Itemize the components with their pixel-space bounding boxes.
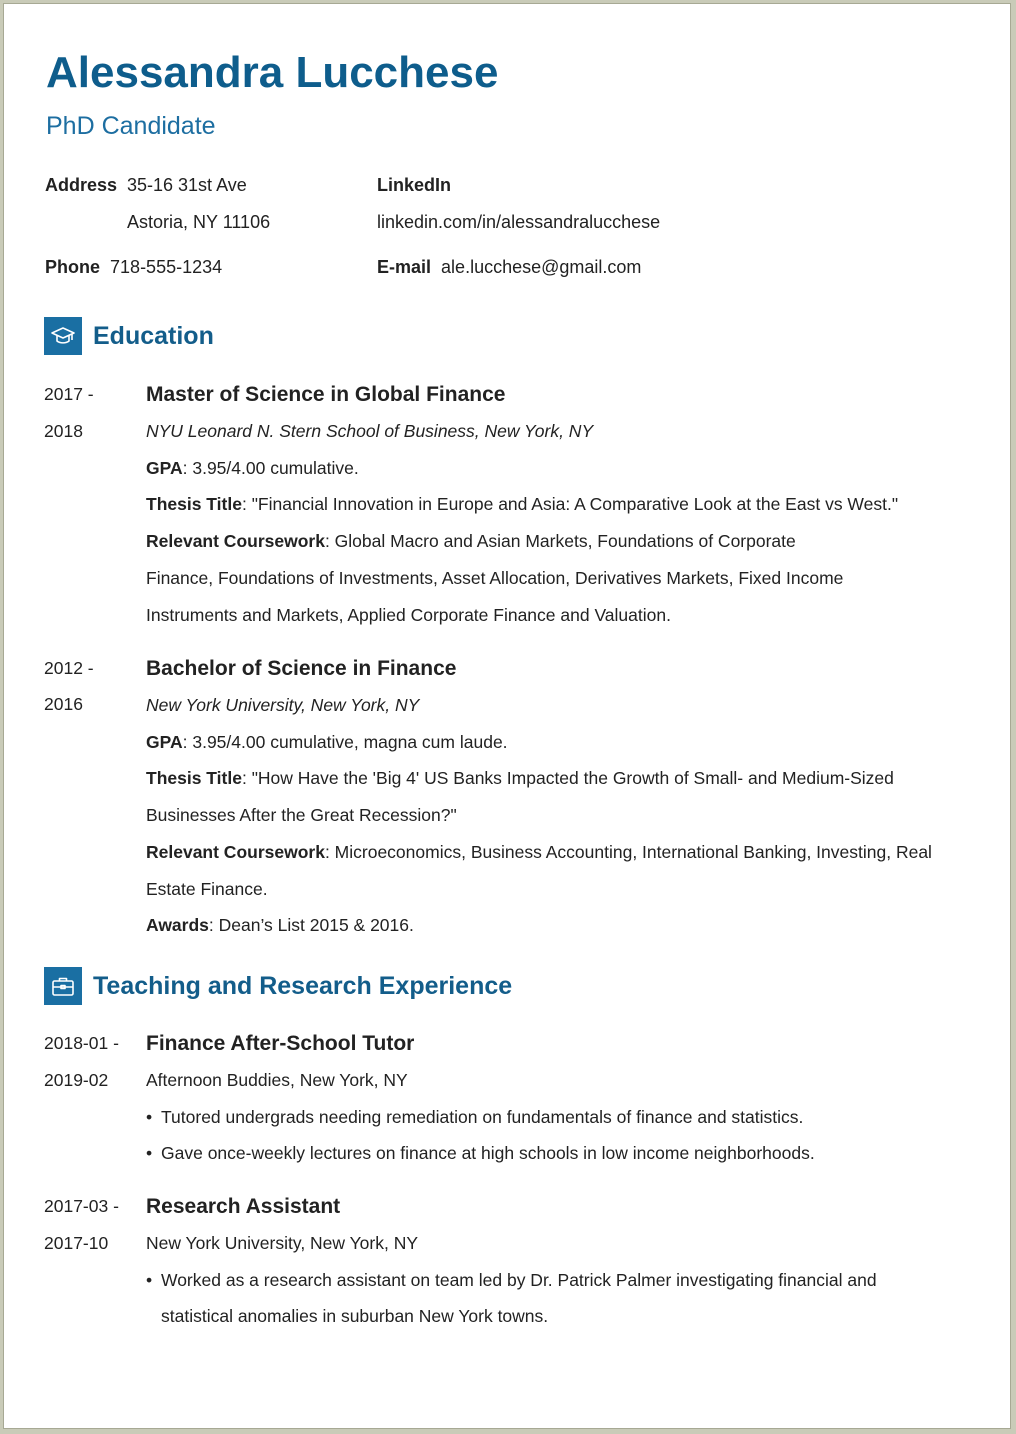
email-label: E-mail <box>377 257 432 277</box>
edu-2-date-end: 2016 <box>44 694 83 714</box>
thesis-label: Thesis Title <box>146 494 242 515</box>
email-link[interactable]: ale.lucchese@gmail.com <box>441 257 642 277</box>
exp-1-org: Afternoon Buddies, New York, NY <box>146 1070 408 1090</box>
edu-1-gpa <box>146 450 986 487</box>
coursework-line-1: : Global Macro and Asian Markets, Foundations of Corporate <box>324 531 796 552</box>
coursework-label: Relevant Coursework <box>146 531 325 552</box>
linkedin-label-row <box>377 174 451 196</box>
edu-1-degree: Master of Science in Global Finance <box>146 383 506 406</box>
linkedin-link[interactable]: linkedin.com/in/alessandralucchese <box>377 212 661 232</box>
thesis-value: : "Financial Innovation in Europe and Asia: A Comparative Look at the East vs West." <box>241 494 899 515</box>
graduation-cap-icon <box>44 317 82 355</box>
exp-2-date-end: 2017-10 <box>44 1233 109 1253</box>
edu-1-coursework <box>146 523 986 560</box>
edu-1-coursework-line-2: Finance, Foundations of Investments, Asset Allocation, Derivatives Markets, Fixed Income <box>146 567 844 588</box>
edu-1-thesis <box>146 486 986 523</box>
edu-1-date-end: 2018 <box>44 421 83 441</box>
candidate-title: PhD Candidate <box>46 112 216 140</box>
awards-label: Awards <box>146 915 209 936</box>
edu-2-thesis <box>146 760 986 797</box>
address-label: Address <box>45 175 118 195</box>
briefcase-icon <box>44 967 82 1005</box>
awards-value: : Dean’s List 2015 & 2016. <box>208 915 414 936</box>
bullet-dot: • <box>146 1106 153 1127</box>
bullet-text: Tutored undergrads needing remediation on fundamentals of finance and statistics. <box>161 1106 804 1127</box>
exp-2-bullet-1 <box>146 1262 986 1299</box>
edu-2-coursework-line-2: Estate Finance. <box>146 878 268 899</box>
address-row <box>45 174 117 196</box>
bullet-dot: • <box>146 1143 153 1164</box>
exp-2-role: Research Assistant <box>146 1195 341 1218</box>
exp-entry-1 <box>146 1025 986 1172</box>
edu-2-school: New York University, New York, NY <box>146 695 420 715</box>
gpa-value: : 3.95/4.00 cumulative, magna cum laude. <box>182 731 508 752</box>
edu-2-awards <box>146 907 986 944</box>
thesis-label: Thesis Title <box>146 768 242 789</box>
phone-value: 718-555-1234 <box>110 257 223 277</box>
exp-2-org: New York University, New York, NY <box>146 1233 419 1253</box>
resume-page <box>3 3 1011 1429</box>
education-heading <box>44 315 214 357</box>
edu-entry-1 <box>146 376 986 633</box>
experience-title: Teaching and Research Experience <box>93 971 513 1000</box>
exp-2-bullet-1-cont: statistical anomalies in suburban New York towns. <box>161 1306 549 1327</box>
exp-1-bullet-2 <box>146 1135 986 1172</box>
edu-2-thesis-line-2: Businesses After the Great Recession?" <box>146 805 457 826</box>
exp-1-bullet-1 <box>146 1099 986 1136</box>
linkedin-label: LinkedIn <box>377 175 452 195</box>
phone-row <box>45 256 222 278</box>
bullet-dot: • <box>146 1269 153 1290</box>
phone-label: Phone <box>45 257 101 277</box>
bullet-text: Gave once-weekly lectures on finance at high schools in low income neighborhoods. <box>161 1143 815 1164</box>
email-row <box>377 256 641 278</box>
experience-heading <box>44 965 512 1007</box>
coursework-line-1: : Microeconomics, Business Accounting, International Banking, Investing, Real <box>324 841 932 862</box>
exp-1-date-end: 2019-02 <box>44 1070 109 1090</box>
edu-1-date-start: 2017 - <box>44 384 94 404</box>
edu-1-coursework-line-3: Instruments and Markets, Applied Corporate Finance and Valuation. <box>146 604 671 625</box>
bullet-text-line-1: Worked as a research assistant on team led by Dr. Patrick Palmer investigating financial and <box>161 1269 877 1290</box>
gpa-value: : 3.95/4.00 cumulative. <box>182 457 359 478</box>
coursework-label: Relevant Coursework <box>146 841 325 862</box>
exp-entry-2 <box>146 1188 986 1335</box>
gpa-label: GPA <box>146 457 183 478</box>
exp-2-date-start: 2017-03 - <box>44 1196 119 1216</box>
address-line-2: Astoria, NY 11106 <box>127 212 271 232</box>
gpa-label: GPA <box>146 731 183 752</box>
candidate-name: Alessandra Lucchese <box>46 48 499 97</box>
edu-1-school: NYU Leonard N. Stern School of Business, New York, NY <box>146 421 594 441</box>
exp-1-role: Finance After-School Tutor <box>146 1032 415 1055</box>
exp-1-date-start: 2018-01 - <box>44 1033 119 1053</box>
address-line-1: 35-16 31st Ave <box>127 175 247 195</box>
edu-2-gpa <box>146 724 986 761</box>
education-title: Education <box>93 321 214 350</box>
edu-entry-2 <box>146 650 986 944</box>
edu-2-date-start: 2012 - <box>44 658 94 678</box>
edu-2-degree: Bachelor of Science in Finance <box>146 657 457 680</box>
thesis-line-1: : "How Have the 'Big 4' US Banks Impacted the Growth of Small- and Medium-Sized <box>241 768 894 789</box>
edu-2-coursework <box>146 834 986 871</box>
